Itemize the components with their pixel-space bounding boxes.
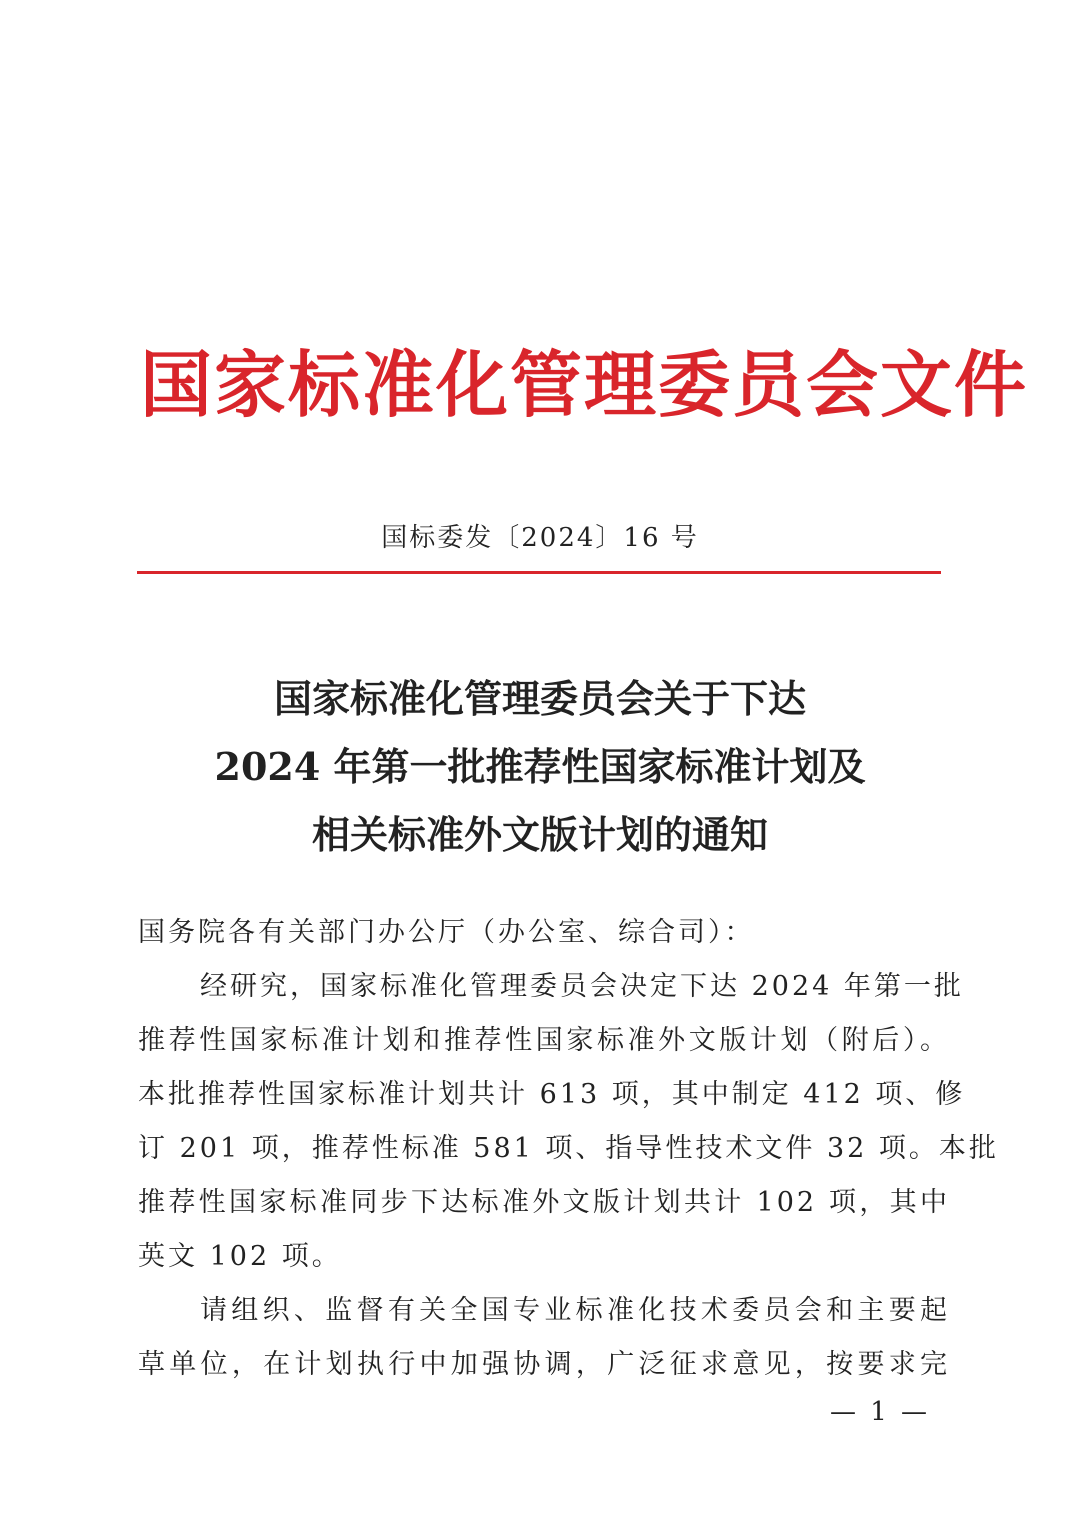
body-line: 推荐性国家标准同步下达标准外文版计划共计 102 项，其中 bbox=[138, 1187, 950, 1218]
body-line: 经研究，国家标准化管理委员会决定下达 2024 年第一批 bbox=[200, 971, 964, 1002]
body-line: 推荐性国家标准计划和推荐性国家标准外文版计划（附后）。 bbox=[138, 1025, 950, 1056]
body-line: 英文 102 项。 bbox=[138, 1241, 342, 1272]
title-line: 相关标准外文版计划的通知 bbox=[311, 812, 768, 857]
body-line: 订 201 项，推荐性标准 581 项、指导性技术文件 32 项。本批 bbox=[138, 1133, 999, 1164]
masthead-title: 国家标准化管理委员会文件 bbox=[140, 342, 1029, 427]
salutation: 国务院各有关部门办公厅（办公室、综合司）： bbox=[138, 917, 755, 948]
page-number: — 1 — bbox=[829, 1397, 931, 1427]
red-divider-line bbox=[137, 571, 941, 574]
title-line: 国家标准化管理委员会关于下达 bbox=[273, 676, 806, 721]
body-line: 请组织、监督有关全国专业标准化技术委员会和主要起 bbox=[200, 1295, 950, 1326]
body-line: 本批推荐性国家标准计划共计 613 项，其中制定 412 项、修 bbox=[138, 1079, 966, 1110]
notice-body bbox=[138, 906, 999, 1392]
document-number: 国标委发〔2024〕16 号 bbox=[381, 523, 699, 553]
notice-title bbox=[140, 665, 940, 869]
body-line: 草单位，在计划执行中加强协调，广泛征求意见，按要求完 bbox=[138, 1349, 950, 1380]
title-line: 2024 年第一批推荐性国家标准计划及 bbox=[214, 744, 866, 789]
